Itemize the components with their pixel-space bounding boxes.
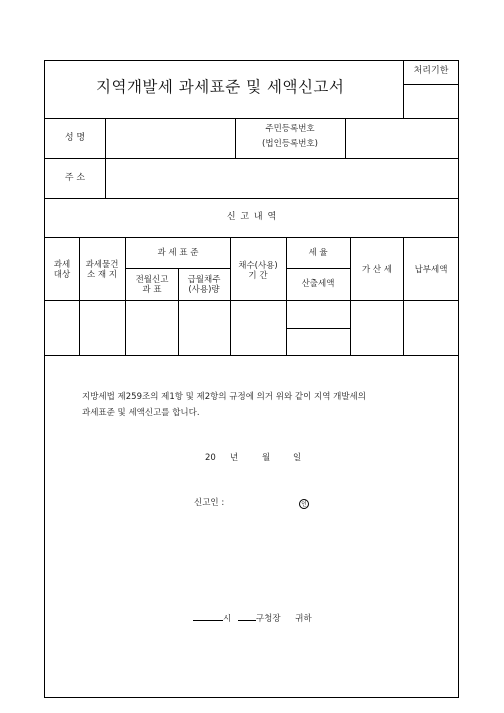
tax-object-header-line2: 대상	[53, 269, 71, 280]
corp-reg-no-label: (법인등록번호)	[262, 139, 318, 149]
usage-amount-line2: (사용)량	[188, 284, 220, 295]
recipient-line	[193, 615, 312, 624]
tax-rate-header: 세 율	[308, 248, 328, 258]
name-field[interactable]	[106, 119, 235, 158]
usage-period-line1: 채수(사용)	[238, 261, 278, 271]
usage-amount-header	[188, 276, 221, 296]
date-year-prefix: 20	[205, 453, 216, 463]
payable-tax-cell[interactable]	[404, 301, 458, 355]
reporter-label: 신고인 :	[194, 498, 225, 508]
honorific: 귀하	[295, 614, 312, 624]
city-suffix: 시	[223, 614, 232, 624]
date-year-label: 년	[230, 453, 239, 463]
usage-amount-line1: 급월채주	[187, 275, 221, 285]
statement-line1: 지방세법 제259조의 제1항 및 제2항의 규정에 의거 위와 같이 지역 개발세의	[82, 392, 366, 402]
prev-month-base-line1: 전월신고	[135, 275, 169, 285]
penalty-tax-cell[interactable]	[351, 301, 403, 355]
address-label: 주 소	[64, 173, 86, 183]
deadline-label: 처리기한	[413, 66, 449, 76]
usage-period-cell[interactable]	[231, 301, 286, 355]
reporter-field[interactable]	[232, 495, 294, 511]
city-blank[interactable]	[193, 620, 223, 621]
penalty-tax-header: 가 산 세	[361, 265, 393, 275]
seal-icon: 인	[299, 499, 309, 509]
reg-no-label: 주민등록번호	[265, 124, 315, 134]
deadline-field[interactable]	[404, 85, 458, 118]
payable-tax-header: 납부세액	[414, 265, 448, 275]
prev-month-base-header	[136, 276, 169, 296]
date-month-label: 월	[262, 453, 271, 463]
usage-period-line2: 기 간	[248, 270, 268, 281]
usage-amount-cell[interactable]	[179, 301, 230, 355]
computed-tax-header: 산출세액	[301, 279, 335, 289]
tax-location-header	[86, 261, 119, 281]
name-label: 성 명	[64, 133, 86, 143]
district-blank[interactable]	[238, 620, 256, 621]
report-details-heading: 신 고 내 역	[226, 212, 278, 222]
tax-location-cell[interactable]	[80, 301, 125, 355]
office-suffix: 구청장	[255, 614, 281, 624]
tax-object-header	[54, 261, 70, 281]
address-field[interactable]	[106, 159, 458, 198]
statement-line2: 과세표준 및 세액신고를 합니다.	[82, 408, 200, 418]
prev-month-base-cell[interactable]	[126, 301, 178, 355]
tax-object-header-line1: 과세	[53, 260, 71, 270]
usage-period-header	[238, 262, 277, 282]
prev-month-base-line2: 과 표	[142, 284, 162, 295]
form-title: 지역개발세 과세표준 및 세액신고서	[96, 78, 345, 96]
tax-location-header-line2: 소 재 지	[86, 269, 118, 280]
computed-tax-cell[interactable]	[287, 329, 350, 355]
tax-object-cell[interactable]	[45, 301, 79, 355]
date-day-label: 일	[293, 453, 302, 463]
reg-no-field[interactable]	[346, 119, 458, 158]
tax-rate-cell[interactable]	[287, 301, 350, 328]
tax-location-header-line1: 과세물건	[85, 260, 119, 270]
tax-base-header: 과 세 표 준	[157, 248, 199, 258]
